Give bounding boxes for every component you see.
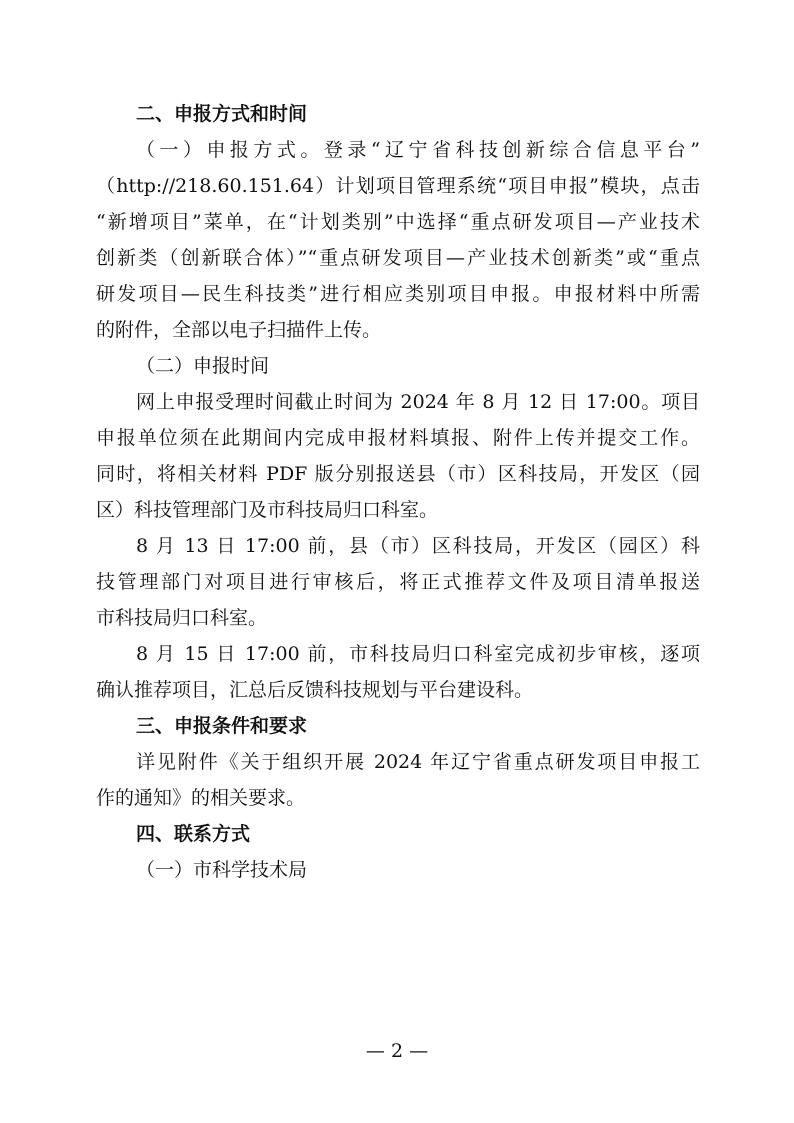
paragraph-line: 研发项目—民生科技类”进行相应类别项目申报。申报材料中所需	[96, 283, 700, 305]
page-number: — 2 —	[365, 1040, 429, 1062]
section-heading-2: 二、申报方式和时间	[136, 103, 308, 125]
paragraph-line: 作的通知》的相关要求。	[96, 787, 306, 809]
paragraph-line: 确认推荐项目，汇总后反馈科技规划与平台建设科。	[96, 679, 534, 701]
subsection-heading-2-2: （二）申报时间	[136, 355, 270, 377]
paragraph-line: （http://218.60.151.64）计划项目管理系统“项目申报”模块，点击	[96, 175, 700, 197]
paragraph-line: （一）申报方式。登录“辽宁省科技创新综合信息平台”	[136, 139, 700, 161]
paragraph-line: 区）科技管理部门及市科技局归口科室。	[96, 499, 439, 521]
subsection-heading-4-1: （一）市科学技术局	[136, 859, 308, 881]
paragraph-line: 8 月 13 日 17:00 前，县（市）区科技局，开发区（园区）科	[136, 535, 700, 557]
paragraph-line: 同时，将相关材料 PDF 版分别报送县（市）区科技局，开发区（园	[96, 463, 700, 485]
paragraph-line: 申报单位须在此期间内完成申报材料填报、附件上传并提交工作。	[96, 427, 700, 449]
section-heading-3: 三、申报条件和要求	[136, 715, 308, 737]
paragraph-line: 市科技局归口科室。	[96, 607, 268, 629]
paragraph-line: 网上申报受理时间截止时间为 2024 年 8 月 12 日 17:00。项目	[136, 391, 700, 413]
document-page	[96, 96, 700, 888]
paragraph-line: 8 月 15 日 17:00 前，市科技局归口科室完成初步审核，逐项	[136, 643, 700, 665]
paragraph-line: 创新类（创新联合体）”“重点研发项目—产业技术创新类”或“重点	[96, 247, 700, 269]
paragraph-line: “新增项目”菜单，在“计划类别”中选择“重点研发项目—产业技术	[96, 211, 700, 233]
section-heading-4: 四、联系方式	[136, 823, 251, 845]
paragraph-line: 的附件，全部以电子扫描件上传。	[96, 319, 382, 341]
paragraph-line: 技管理部门对项目进行审核后，将正式推荐文件及项目清单报送	[96, 571, 700, 593]
paragraph-line: 详见附件《关于组织开展 2024 年辽宁省重点研发项目申报工	[136, 751, 700, 773]
